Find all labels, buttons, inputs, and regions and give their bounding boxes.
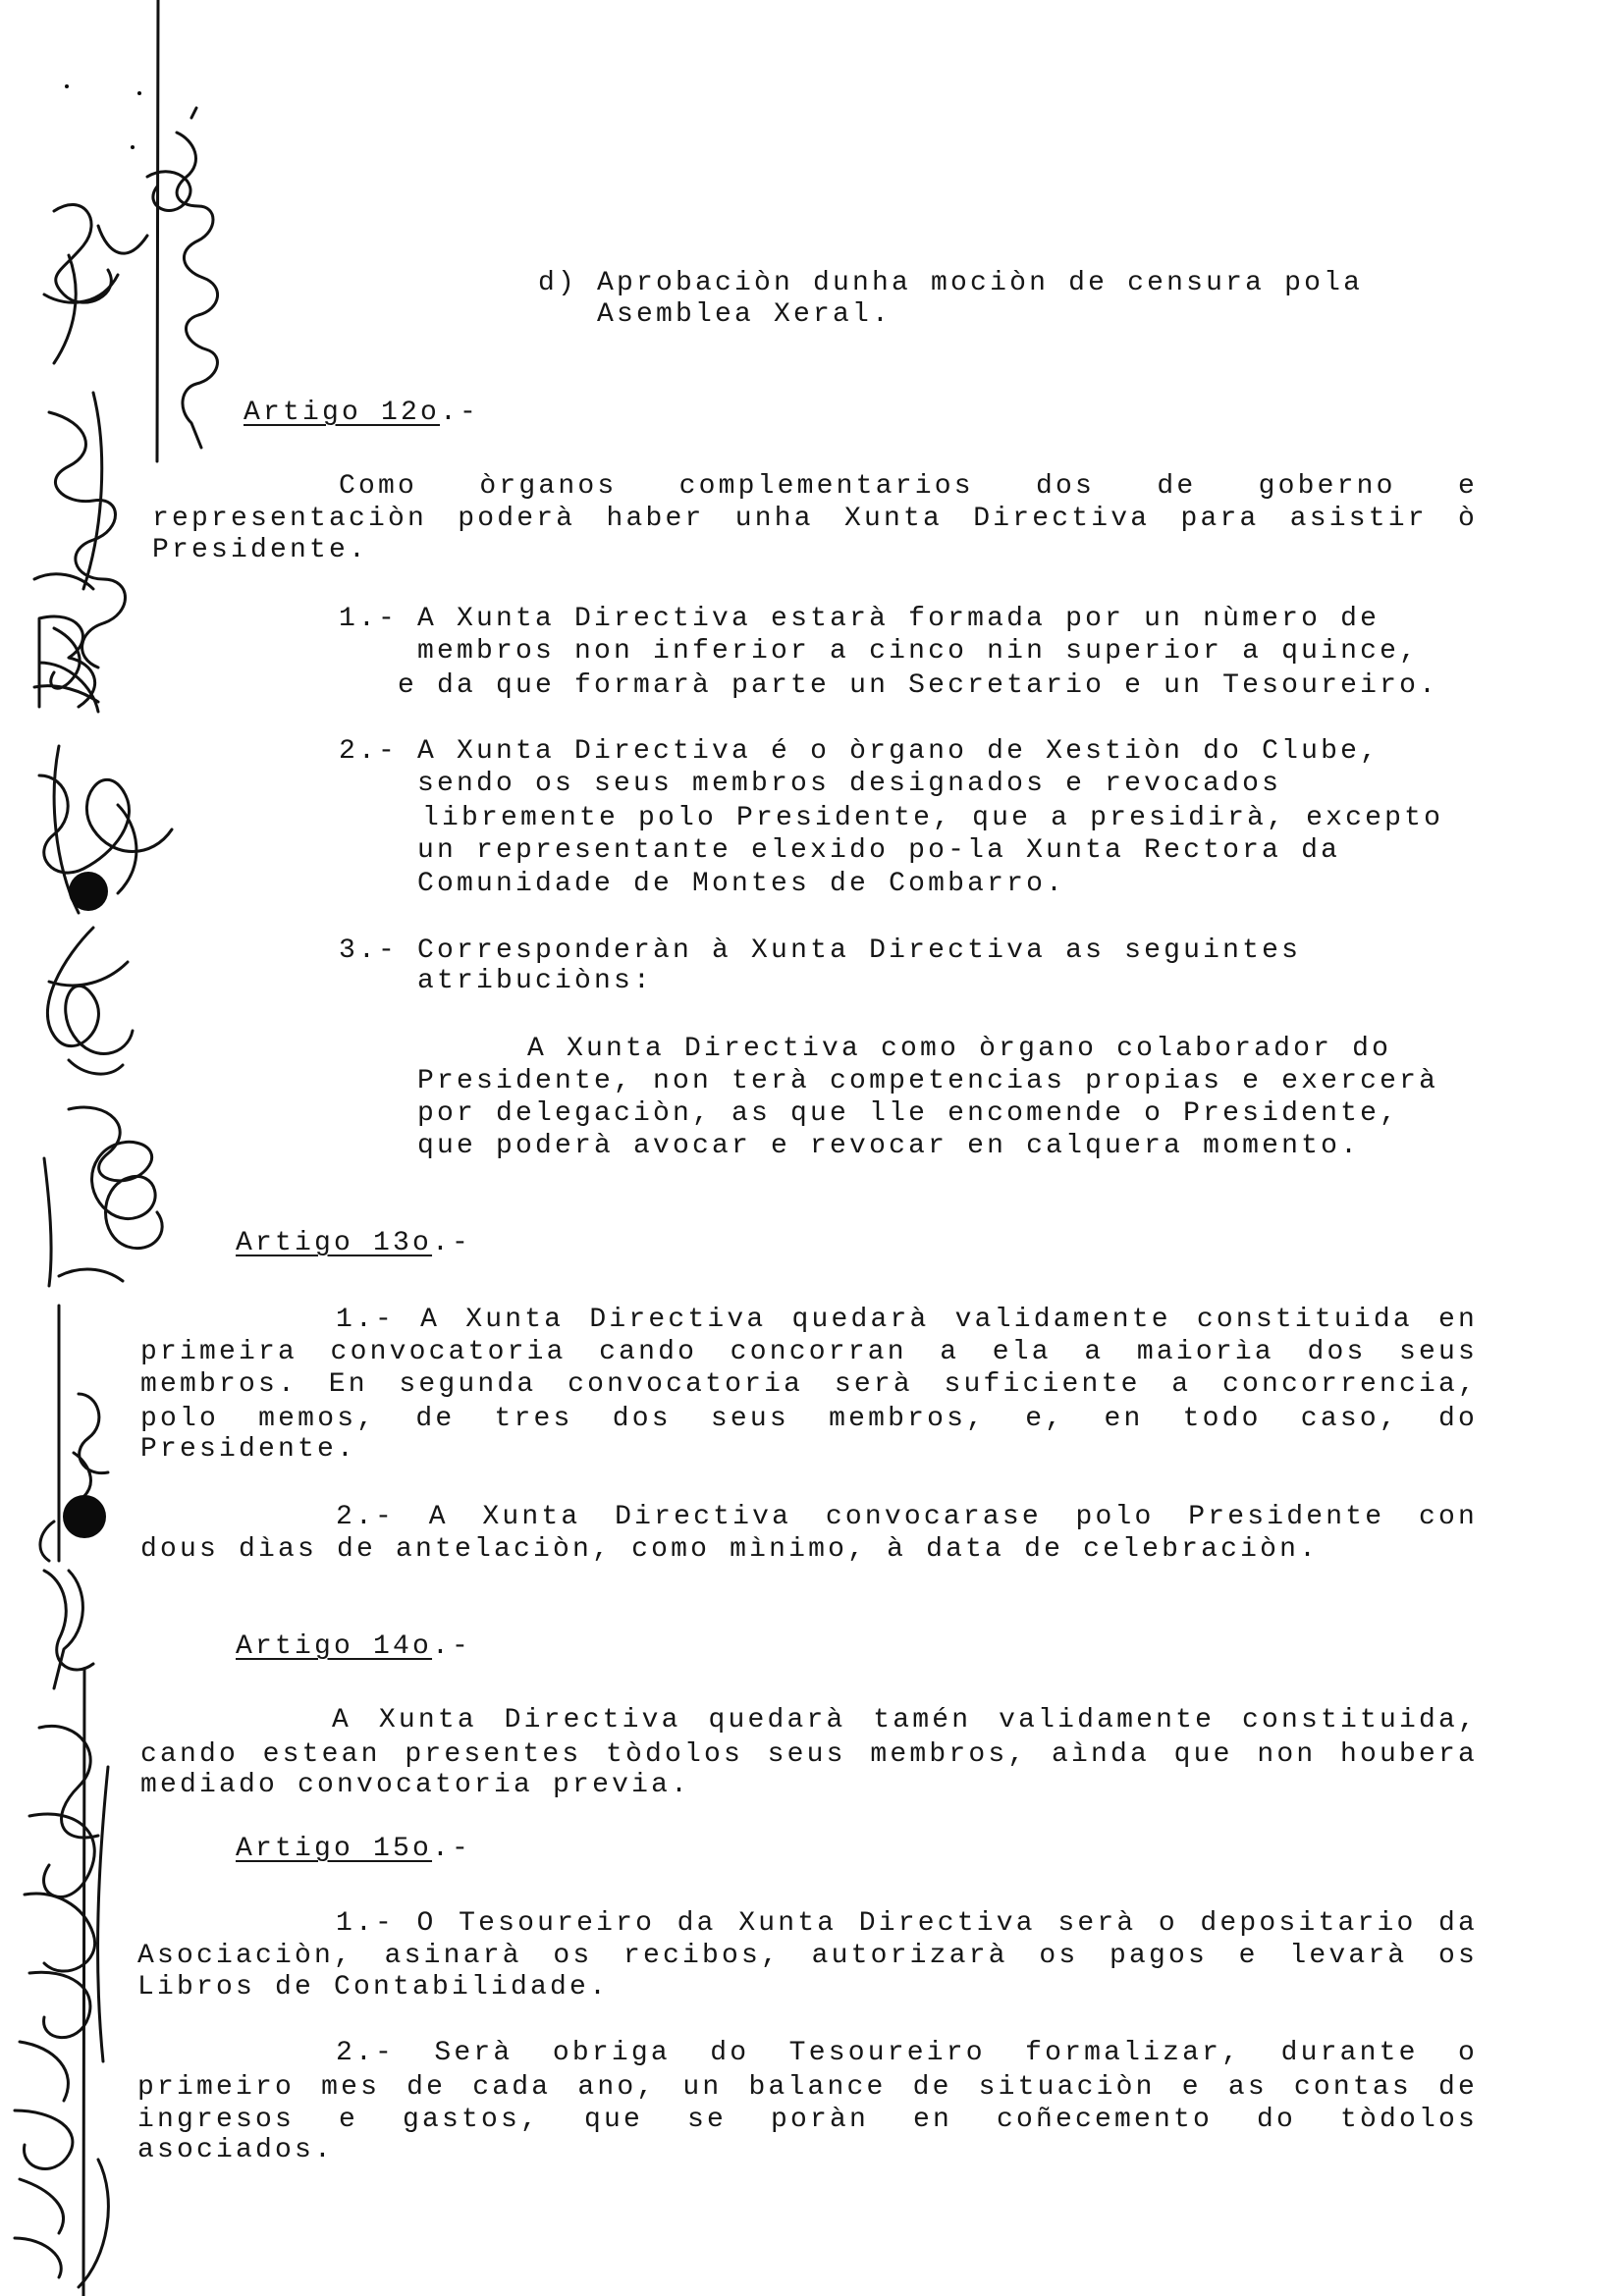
article-13-item-1-line: primeira convocatoria cando concorran a ela a maiorìa dos seus bbox=[140, 1337, 1478, 1367]
signature-2-stroke bbox=[44, 204, 147, 363]
article-heading-suffix: .- bbox=[432, 1228, 472, 1258]
article-13-item-1-line: Presidente. bbox=[140, 1434, 357, 1465]
article-15-heading bbox=[236, 1833, 471, 1865]
article-13-item-1-line: 1.- A Xunta Directiva quedarà validamente constituida en bbox=[336, 1305, 1478, 1335]
article-12-item-1-line: 1.- A Xunta Directiva estarà formada por un nùmero de bbox=[339, 604, 1380, 634]
item-d-line: Asemblea Xeral. bbox=[597, 299, 893, 330]
article-13-item-1-line: polo memos, de tres dos seus membros, e, en todo caso, do bbox=[140, 1404, 1478, 1434]
article-12-item-2-line: 2.- A Xunta Directiva é o òrgano de Xestiòn do Clube, bbox=[339, 736, 1380, 767]
article-12-item-1-line: e da que formarà parte un Secretario e un Tesoureiro. bbox=[398, 670, 1439, 701]
signature-6-stroke bbox=[48, 928, 133, 1074]
article-12-intro-line: Presidente. bbox=[152, 535, 369, 565]
article-12-intro-line: representaciòn poderà haber unha Xunta Directiva para asistir ò bbox=[152, 504, 1478, 534]
article-12-item-3-line: 3.- Corresponderàn à Xunta Directiva as seguintes bbox=[339, 935, 1302, 966]
article-12-item-3-body-line: Presidente, non terà competencias propias e exercerà bbox=[417, 1066, 1439, 1096]
ink-speck bbox=[131, 145, 135, 149]
article-heading-label: Artigo 14o bbox=[236, 1631, 433, 1662]
signature-9-stroke bbox=[15, 1726, 108, 2287]
article-15-item-1-line: Asociaciòn, asinarà os recibos, autorizarà os pagos e levarà os bbox=[137, 1941, 1478, 1971]
signature-8-stroke bbox=[40, 1306, 108, 1688]
article-13-item-2-line: 2.- A Xunta Directiva convocarase polo Presidente con bbox=[336, 1502, 1478, 1532]
article-14-paragraph-line: mediado convocatoria previa. bbox=[140, 1770, 691, 1800]
article-12-item-2-line: un representante elexido po-la Xunta Rectora da bbox=[417, 835, 1341, 866]
signature-7-stroke bbox=[44, 1107, 162, 1286]
article-15-item-1-line: Libros de Contabilidade. bbox=[137, 1972, 610, 2002]
article-12-intro-line: Como òrganos complementarios dos de goberno e bbox=[339, 471, 1478, 502]
article-12-item-3-body-line: que poderà avocar e revocar en calquera momento. bbox=[417, 1131, 1361, 1161]
article-12-item-2-line: sendo os seus membros designados e revocados bbox=[417, 769, 1282, 799]
article-heading-label: Artigo 13o bbox=[236, 1228, 433, 1258]
article-15-item-2-line: primeiro mes de cada ano, un balance de situaciòn e as contas de bbox=[137, 2072, 1478, 2103]
article-12-item-3-line: atribuciòns: bbox=[417, 966, 654, 996]
article-heading-suffix: .- bbox=[440, 398, 480, 428]
ink-speck bbox=[137, 91, 141, 95]
article-12-item-2-line: Comunidade de Montes de Combarro. bbox=[417, 869, 1066, 899]
article-15-item-2-line: ingresos e gastos, que se poràn en coñecemento do tòdolos bbox=[137, 2105, 1478, 2135]
ink-speck bbox=[65, 84, 69, 88]
article-14-paragraph-line: A Xunta Directiva quedarà tamén validamente constituida, bbox=[332, 1705, 1478, 1735]
article-14-heading bbox=[236, 1630, 471, 1663]
article-14-paragraph-line: cando estean presentes tòdolos seus membros, aìnda que non houbera bbox=[140, 1739, 1478, 1770]
article-12-item-1-line: membros non inferior a cinco nin superior a quince, bbox=[417, 636, 1420, 667]
article-15-item-1-line: 1.- O Tesoureiro da Xunta Directiva serà o depositario da bbox=[336, 1908, 1478, 1939]
article-13-heading bbox=[236, 1227, 471, 1259]
article-13-item-1-line: membros. En segunda convocatoria serà suficiente a concorrencia, bbox=[140, 1369, 1478, 1400]
article-12-heading bbox=[244, 397, 479, 429]
signature-top-vertical-stroke bbox=[157, 0, 158, 461]
article-12-item-3-body-line: por delegaciòn, as que lle encomende o Presidente, bbox=[417, 1098, 1400, 1129]
article-heading-label: Artigo 12o bbox=[244, 398, 441, 428]
article-15-item-2-line: asociados. bbox=[137, 2135, 335, 2165]
article-heading-label: Artigo 15o bbox=[236, 1834, 433, 1864]
article-12-item-2-line: libremente polo Presidente, que a presidirà, excepto bbox=[422, 803, 1444, 833]
article-13-item-2-line: dous dìas de antelaciòn, como mìnimo, à data de celebraciòn. bbox=[140, 1534, 1320, 1565]
article-heading-suffix: .- bbox=[432, 1834, 472, 1864]
signature-1-stroke bbox=[177, 133, 218, 448]
signature-bottom-vertical-stroke bbox=[83, 1669, 84, 2296]
ink-dot-mark bbox=[69, 872, 108, 911]
signature-1-loop bbox=[147, 108, 196, 210]
item-d-line: d) Aprobaciòn dunha mociòn de censura pola bbox=[538, 268, 1364, 298]
ink-dot-mark bbox=[63, 1495, 106, 1538]
article-heading-suffix: .- bbox=[432, 1631, 472, 1662]
article-15-item-2-line: 2.- Serà obriga do Tesoureiro formalizar, durante o bbox=[336, 2038, 1478, 2068]
article-12-item-3-body-line: A Xunta Directiva como òrgano colaborador do bbox=[527, 1034, 1392, 1064]
